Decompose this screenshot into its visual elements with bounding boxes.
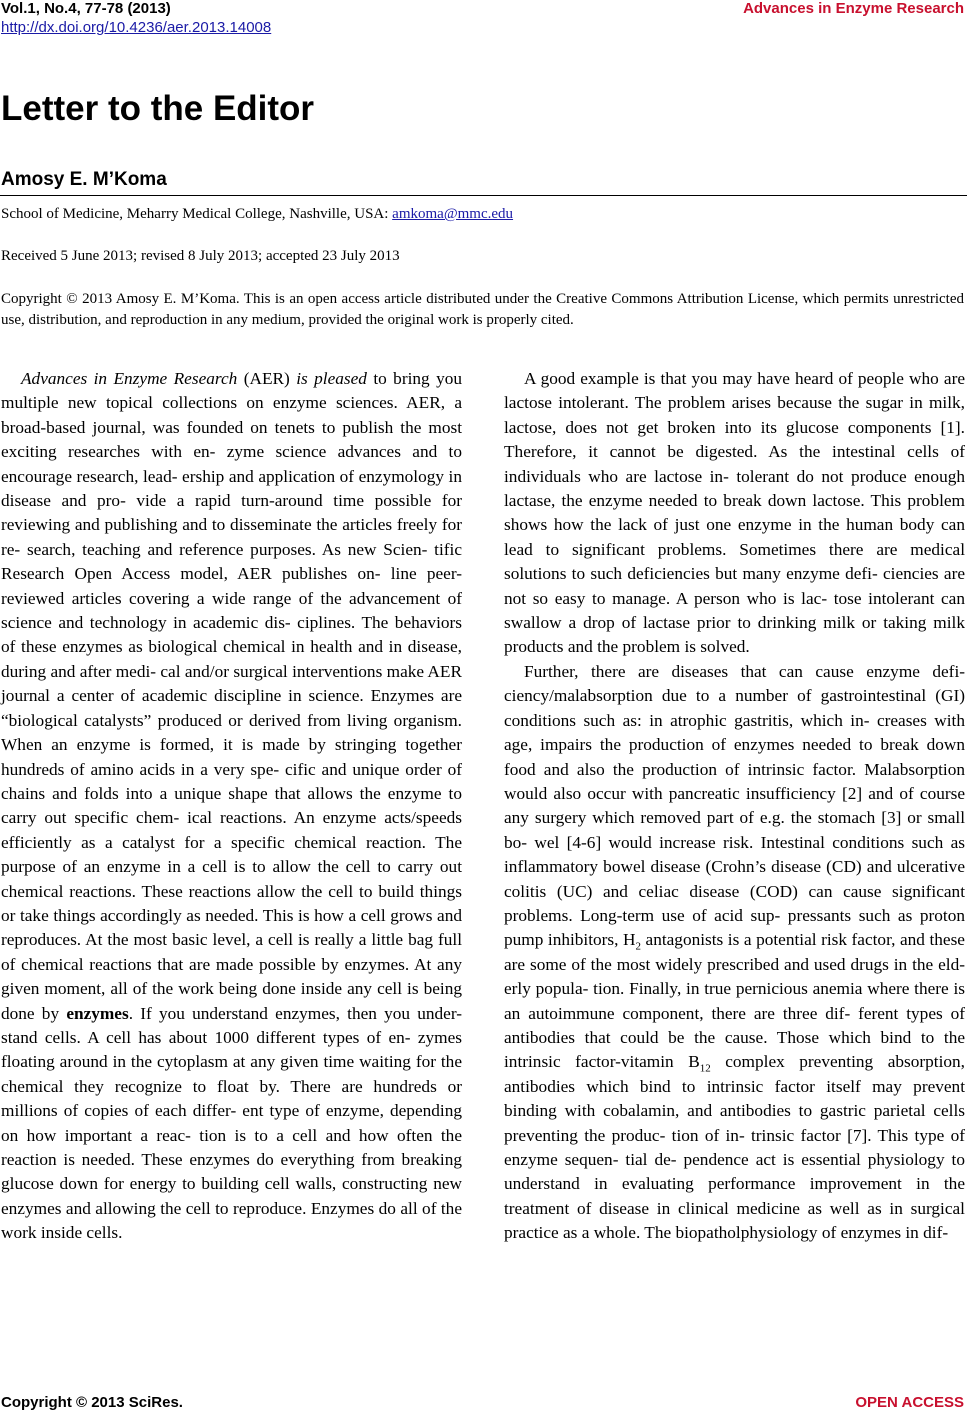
paragraph-3-text-b: antagonists is a potential risk factor, and these are some of the most widely prescribed and used drugs in the eld- erly popula- tion. Finally, in true pernicious anemia where there is an autoimmune component, there are three dif- ferent types of antibodies that could be the cause. Those which bind to the intrinsic factor-vitamin B: [504, 930, 965, 1072]
article-dates: Received 5 June 2013; revised 8 July 2013; accepted 23 July 2013: [1, 248, 400, 264]
paragraph-1: [1, 367, 462, 1246]
copyright-notice: Copyright © 2013 Amosy E. M’Koma. This is an open access article distributed under the Creative Commons Attribution License, which permits unrestricted use, distribution, and reproduction in any medium, provided the original work is properly cited.: [1, 291, 964, 328]
journal-name-inline: Advances in Enzyme Research: [21, 369, 238, 388]
body-column-left: [1, 367, 462, 1246]
paragraph-1-text-a: (AER): [237, 369, 297, 388]
paragraph-3: [504, 660, 965, 1246]
footer-copyright: Copyright © 2013 SciRes.: [1, 1394, 183, 1411]
footer-open-access: OPEN ACCESS: [855, 1394, 964, 1411]
article-title: Letter to the Editor: [1, 89, 315, 128]
volume-info: Vol.1, No.4, 77-78 (2013): [1, 0, 171, 17]
title-divider: [0, 195, 967, 196]
affiliation: [1, 206, 513, 223]
subscript-12: 12: [699, 1062, 711, 1075]
doi-link[interactable]: http://dx.doi.org/10.4236/aer.2013.14008: [1, 19, 272, 36]
emphasis-pleased: is pleased: [296, 369, 367, 388]
paragraph-3-text-c: complex preventing absorption, antibodies which bind to intrinsic factor itself may prevent binding with cobalamin, and antibodies to gastric parietal cells preventing the produc- tion of in- trinsic factor [7]. This type of enzyme sequen- tial de- pendence act is essential physiology to understand in evaluating performance improvement in the treatment of disease in clinical medicine as well as in surgical practice as a whole. The biopatholphysiology of enzymes in dif-: [504, 1052, 965, 1243]
paragraph-3-text-a: Further, there are diseases that can cause enzyme defi- ciency/malabsorption due to a number of gastrointestinal (GI) conditions such as: in atrophic gastritis, which in- creases with age, impairs the production of enzymes needed to break down food and also the production of intrinsic factor. Malabsorption would also occur with pancreatic insufficiency [2] and of course any surgery which removed part of e.g. the stomach [3] or small bo- wel [4-6] would increase risk. Intestinal conditions such as inflammatory bowel disease (Crohn’s disease (CD) and ulcerative colitis (UC) and celiac disease (COD) can cause significant problems. Long-term use of acid sup- pressants such as proton pump inhibitors, H: [504, 661, 965, 950]
email-link[interactable]: amkoma@mmc.edu: [392, 206, 514, 222]
bold-enzymes: enzymes: [66, 1003, 129, 1023]
paragraph-1-text-b: to bring you multiple new topical collections on enzyme sciences. AER, a broad-based journal, was founded on tenets to publish the most exciting researches with en- zyme science advances and to encourage research, lead- ership and application of enzymology in disease and pro- vide a rapid turn-around time possible for reviewing and publishing and to disseminate the articles freely for re- search, teaching and reference purposes. As new Scien- tific Research Open Access model, AER publishes on- line peer-reviewed articles covering a wide range of the advancement of science and technology in academic dis- ciplines. The behaviors of these enzymes as biological chemical in health and in disease, during and after medi- cal and/or surgical interventions make AER journal a center of academic discipline in science. Enzymes are “biological catalysts” produced or derived from living organism. When an enzyme is formed, it is made by stringing together hundreds of amino acids in a very spe- cific and unique order of chains and folds into a unique shape that allows the enzyme to carry out specific chem- ical reactions. An enzyme acts/speeds efficiently as a catalyst for a specific chemical reaction. The purpose of an enzyme in a cell is to allow the cell to carry out chemical reactions. These reactions allow the cell to build things or take things accordingly as needed. This is how a cell grows and reproduces. At the most basic level, a cell is really a little bag full of chemical reactions that are made possible by enzymes. At any given moment, all of the work being done inside any cell is being done by: [1, 369, 462, 1023]
affiliation-text: School of Medicine, Meharry Medical College, Nashville, USA:: [1, 206, 393, 222]
subscript-2: 2: [635, 940, 641, 953]
author-name: Amosy E. M’Koma: [1, 169, 167, 190]
paragraph-2: A good example is that you may have heard of people who are lactose intolerant. The problem arises because the sugar in milk, lactose, does not get broken into its glucose components [1]. Therefore, it cannot be digested. As the intestinal cells of individuals who are lactose in- tolerant do not produce enough lactase, the enzyme needed to break down lactose. This problem shows how the lack of just one enzyme in the human body can lead to significant problems. Sometimes there are medical solutions to such deficiencies but many enzyme defi- ciencies are not so easy to manage. A person who is lac- tose intolerant can swallow a drop of lactase prior to drinking milk or taking milk products and the problem is solved.: [504, 369, 965, 657]
paragraph-1-text-c: . If you understand enzymes, then you under- stand cells. A cell has about 1000 different types of en- zymes floating around in the cytoplasm at any given time waiting for the chemical they recognize to float by. There are hundreds or millions of copies of each differ- ent type of enzyme, depending on how important a reac- tion is to a cell and how often the reaction is needed. These enzymes do everything from breaking glucose down for energy to building cell walls, constructing new enzymes and allowing the cell to reproduce. Enzymes do all of the work inside cells.: [1, 1003, 463, 1243]
body-column-right: [504, 367, 965, 1246]
journal-name: Advances in Enzyme Research: [743, 0, 964, 17]
